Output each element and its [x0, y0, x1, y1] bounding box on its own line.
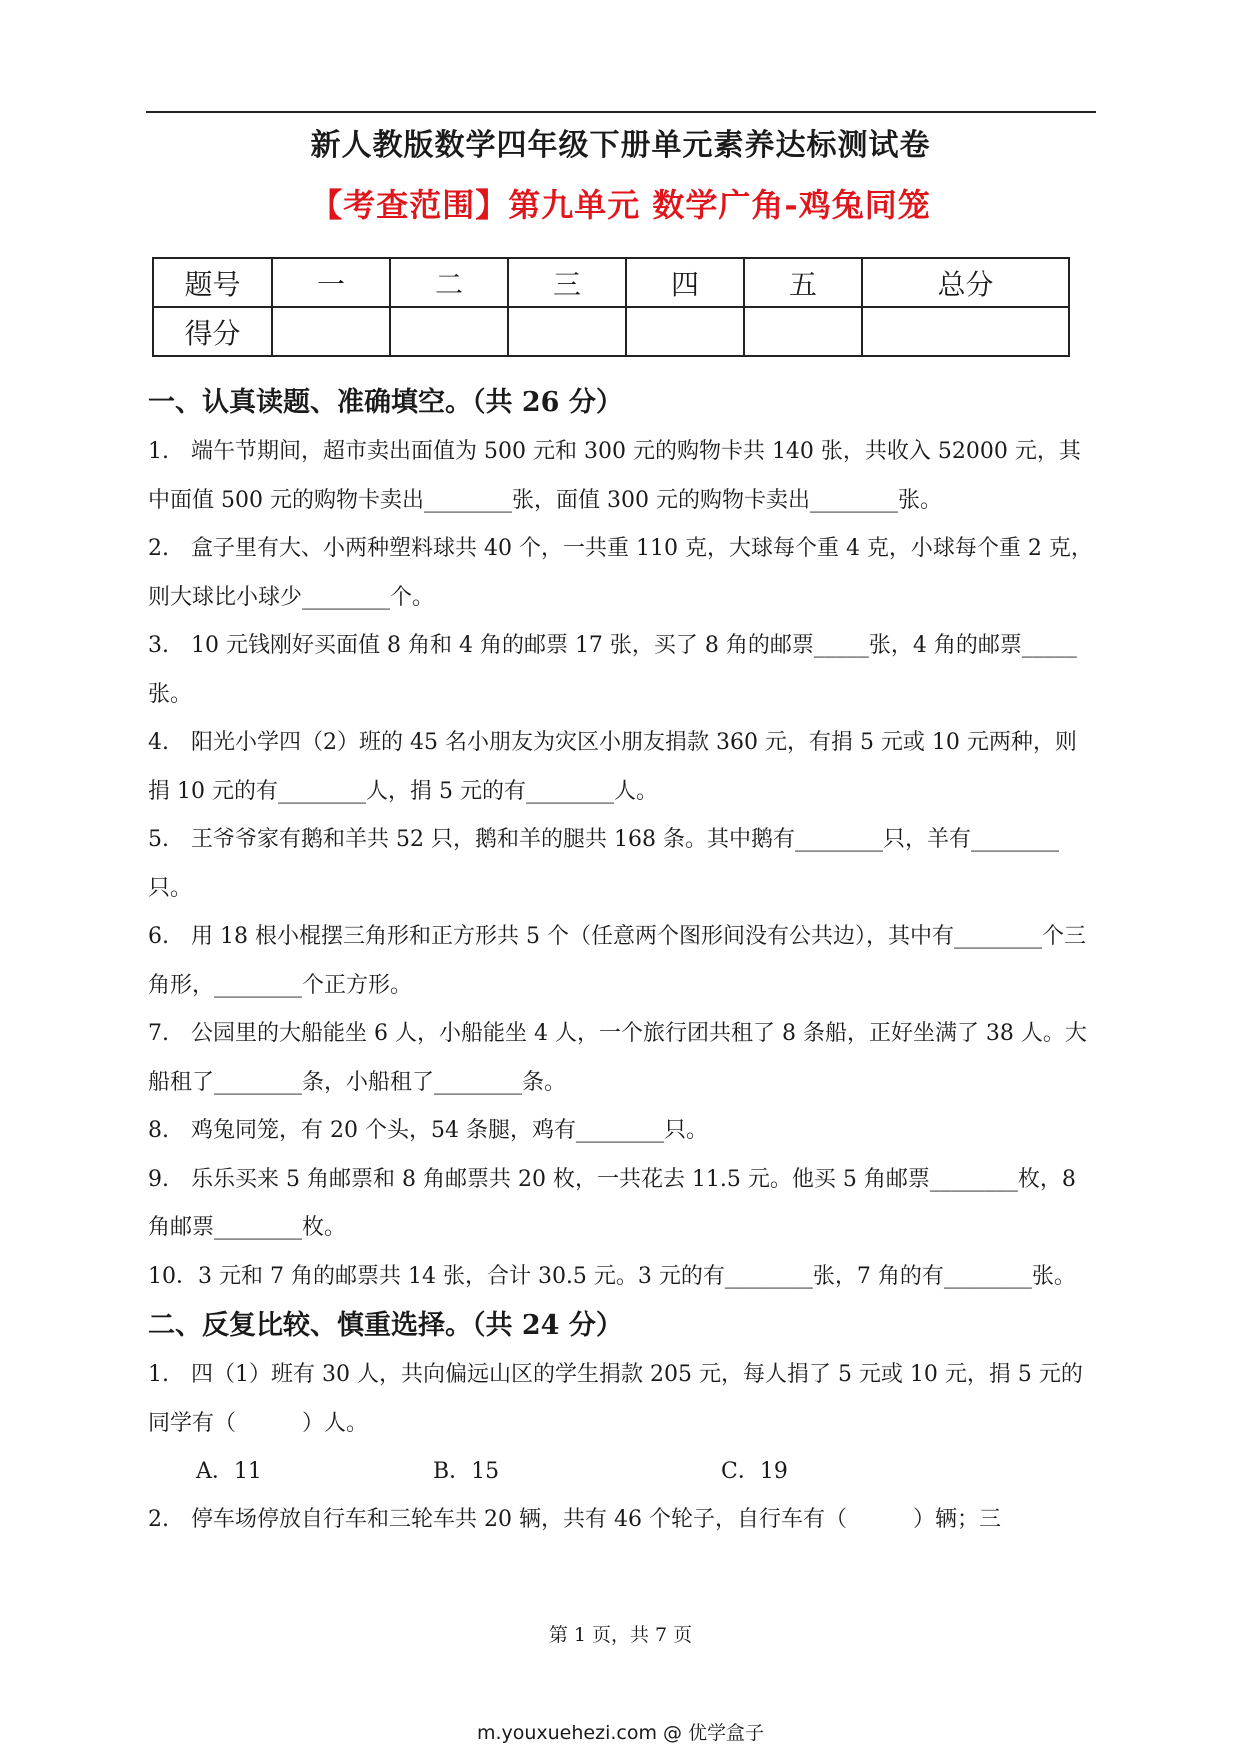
question: 6. 用 18 根小棍摆三角形和正方形共 5 个（任意两个图形间没有公共边），其中有________个三角形，________个正方形。: [148, 924, 1086, 998]
question: 2. 盒子里有大、小两种塑料球共 40 个，一共重 110 克，大球每个重 4 克，小球每个重 2 克，则大球比小球少________个。: [148, 536, 1093, 610]
question: 8. 鸡兔同笼，有 20 个头，54 条腿，鸡有________只。: [148, 1118, 708, 1143]
choice-b: B．15: [433, 1459, 500, 1484]
question: 5. 王爷爷家有鹅和羊共 52 只，鹅和羊的腿共 168 条。其中鹅有________只，羊有________只。: [148, 827, 1059, 901]
score-table-header-cell: 二: [390, 258, 508, 307]
score-table-header-cell: 题号: [153, 258, 272, 307]
score-table-header-row: [153, 258, 1069, 307]
score-table-header-cell: 总分: [862, 258, 1069, 307]
score-cell: [508, 307, 626, 356]
score-cell: [626, 307, 744, 356]
page-title: 新人教版数学四年级下册单元素养达标测试卷: [310, 128, 931, 163]
header-rule: [146, 111, 1096, 113]
question: 1. 端午节期间，超市卖出面值为 500 元和 300 元的购物卡共 140 张，共收入 52000 元，其中面值 500 元的购物卡卖出________张，面值 300 元的购物卡卖出________张。: [148, 439, 1081, 513]
score-table-header-cell: 一: [272, 258, 390, 307]
question: 1. 四（1）班有 30 人，共向偏远山区的学生捐款 205 元，每人捐了 5 元或 10 元，捐 5 元的同学有（ ）人。: [148, 1362, 1083, 1436]
question: 4. 阳光小学四（2）班的 45 名小朋友为灾区小朋友捐款 360 元，有捐 5 元或 10 元两种，则捐 10 元的有________人，捐 5 元的有________人。: [148, 730, 1077, 804]
score-table-score-row: [153, 307, 1069, 356]
score-cell: [390, 307, 508, 356]
score-cell: [272, 307, 390, 356]
exam-scope: 【考查范围】第九单元 数学广角-鸡兔同笼: [310, 186, 931, 224]
section-2-heading: 二、反复比较、慎重选择。（共 24 分）: [148, 1310, 623, 1341]
score-table-header-cell: 五: [744, 258, 862, 307]
score-cell: [862, 307, 1069, 356]
section-1-heading: 一、认真读题、准确填空。（共 26 分）: [148, 387, 623, 418]
question: 3. 10 元钱刚好买面值 8 角和 4 角的邮票 17 张，买了 8 角的邮票_____张，4 角的邮票_____张。: [148, 633, 1077, 707]
choice-row: [148, 1448, 1098, 1496]
choice-c: C．19: [721, 1459, 788, 1484]
question: 10．3 元和 7 角的邮票共 14 张，合计 30.5 元。3 元的有________张，7 角的有________张。: [148, 1263, 1076, 1289]
score-row-label: 得分: [153, 307, 272, 356]
score-cell: [744, 307, 862, 356]
page-number: 第 1 页，共 7 页: [548, 1624, 693, 1646]
question: 9. 乐乐买来 5 角邮票和 8 角邮票共 20 枚，一共花去 11.5 元。他买 5 角邮票________枚，8 角邮票________枚。: [148, 1166, 1076, 1240]
score-table-header-cell: 四: [626, 258, 744, 307]
choice-a: A．11: [196, 1459, 262, 1484]
watermark: m.youxuehezi.com @ 优学盒子: [476, 1722, 765, 1744]
question: 2. 停车场停放自行车和三轮车共 20 辆，共有 46 个轮子，自行车有（ ）辆；三: [148, 1507, 1001, 1532]
score-table: [152, 257, 1070, 357]
exam-content: [148, 378, 1098, 1545]
score-table-header-cell: 三: [508, 258, 626, 307]
question: 7. 公园里的大船能坐 6 人，小船能坐 4 人，一个旅行团共租了 8 条船，正好坐满了 38 人。大船租了________条，小船租了________条。: [148, 1021, 1087, 1095]
